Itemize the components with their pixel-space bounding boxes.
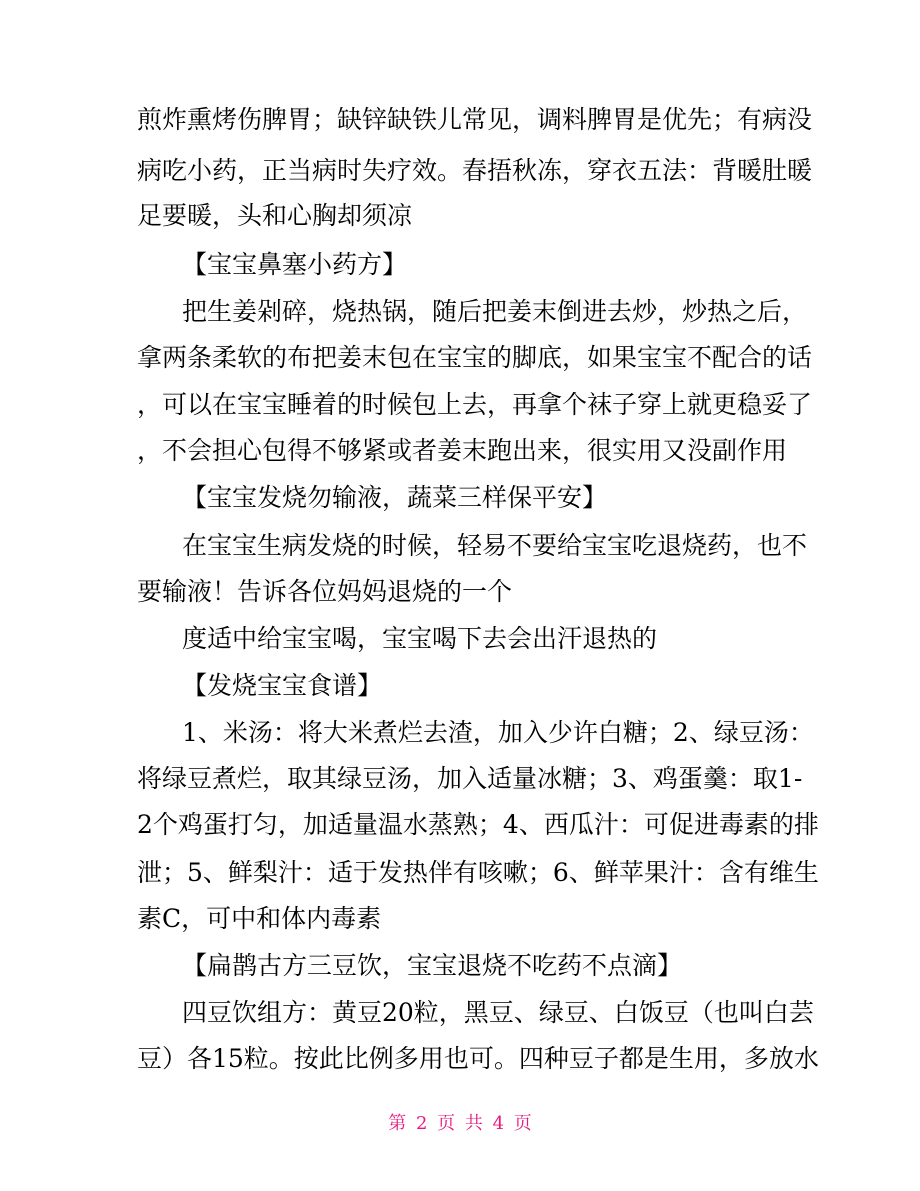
paragraph-line: ，不会担心包得不够紧或者姜末跑出来，很实用又没副作用	[137, 436, 788, 465]
section-heading: 【宝宝鼻塞小药方】	[182, 250, 408, 279]
footer-current-page: 2	[415, 1113, 428, 1134]
paragraph-line: 拿两条柔软的布把姜末包在宝宝的脚底，如果宝宝不配合的话	[137, 343, 813, 372]
footer-total-prefix: 共	[464, 1113, 483, 1134]
paragraph-line: 将绿豆煮烂，取其绿豆汤，加入适量冰糖；3、鸡蛋羹：取1-	[137, 764, 803, 793]
paragraph-line: 素C，可中和体内毒素	[137, 904, 382, 933]
footer-page-word: 页	[437, 1113, 456, 1134]
page-footer	[0, 1112, 920, 1136]
footer-prefix: 第	[388, 1113, 407, 1134]
paragraph-line: 1、米汤：将大米煮烂去渣，加入少许白糖；2、绿豆汤：	[182, 718, 814, 747]
paragraph-line: 泄；5、鲜梨汁：适于发热伴有咳嗽；6、鲜苹果汁：含有维生	[137, 858, 819, 887]
footer-total-pages: 4	[492, 1113, 505, 1134]
paragraph-line: 把生姜剁碎，烧热锅，随后把姜末倒进去炒，炒热之后，	[182, 297, 808, 326]
footer-suffix: 页	[513, 1113, 532, 1134]
paragraph-line: 四豆饮组方：黄豆20粒，黑豆、绿豆、白饭豆（也叫白芸	[182, 998, 814, 1027]
paragraph-line: 病吃小药，正当病时失疗效。春捂秋冻，穿衣五法：背暖肚暖	[137, 156, 813, 185]
paragraph-line: ，可以在宝宝睡着的时候包上去，再拿个袜子穿上就更稳妥了	[137, 390, 813, 419]
paragraph-line: 足要暖，头和心胸却须凉	[137, 201, 413, 230]
section-heading: 【发烧宝宝食谱】	[182, 671, 383, 700]
paragraph-line: 在宝宝生病发烧的时候，轻易不要给宝宝吃退烧药，也不	[182, 531, 808, 560]
paragraph-line: 煎炸熏烤伤脾胃；缺锌缺铁儿常见，调料脾胃是优先；有病没	[137, 105, 813, 134]
paragraph-line: 2个鸡蛋打匀，加适量温水蒸熟；4、西瓜汁：可促进毒素的排	[137, 810, 819, 839]
section-heading: 【扁鹊古方三豆饮，宝宝退烧不吃药不点滴】	[182, 951, 683, 980]
section-heading: 【宝宝发烧勿输液，蔬菜三样保平安】	[182, 483, 608, 512]
paragraph-line: 度适中给宝宝喝，宝宝喝下去会出汗退热的	[182, 624, 658, 653]
paragraph-line: 豆）各15粒。按此比例多用也可。四种豆子都是生用，多放水	[137, 1044, 819, 1073]
paragraph-line: 要输液！告诉各位妈妈退烧的一个	[137, 577, 513, 606]
